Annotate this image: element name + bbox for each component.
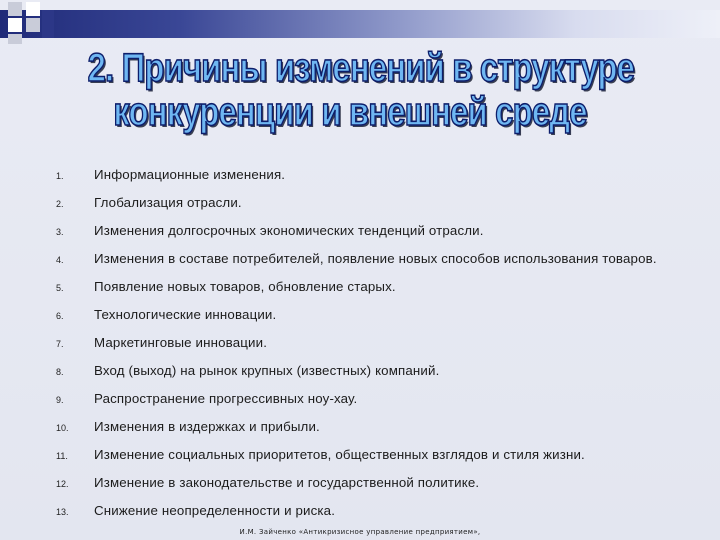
list-item-text: Изменения долгосрочных экономических тенденций отрасли. bbox=[94, 223, 484, 238]
list-item-number: 13. bbox=[56, 507, 69, 517]
list-item-number: 8. bbox=[56, 367, 64, 377]
list-item-text: Распространение прогрессивных ноу-хау. bbox=[94, 391, 358, 406]
slide-title-line-1: 2. Причины изменений в структуре bbox=[87, 46, 635, 90]
list-item-number: 5. bbox=[56, 283, 64, 293]
causes-list bbox=[46, 166, 676, 530]
list-item-number: 7. bbox=[56, 339, 64, 349]
list-item-text: Изменения в издержках и прибыли. bbox=[94, 419, 320, 434]
decor-square bbox=[8, 34, 22, 44]
list-item bbox=[46, 502, 676, 521]
list-item-number: 12. bbox=[56, 479, 69, 489]
slide-title bbox=[87, 46, 635, 134]
list-item-text: Информационные изменения. bbox=[94, 167, 286, 182]
list-item-number: 9. bbox=[56, 395, 64, 405]
list-item-text: Технологические инновации. bbox=[94, 307, 277, 322]
list-item bbox=[46, 250, 676, 269]
list-item bbox=[46, 446, 676, 465]
decor-square bbox=[26, 18, 40, 32]
list-item bbox=[46, 390, 676, 409]
decor-square bbox=[8, 18, 22, 32]
list-item bbox=[46, 166, 676, 185]
decorative-squares bbox=[0, 0, 60, 50]
list-item bbox=[46, 362, 676, 381]
list-item-number: 4. bbox=[56, 255, 64, 265]
list-item bbox=[46, 278, 676, 297]
decor-square bbox=[42, 10, 54, 38]
list-item bbox=[46, 334, 676, 353]
list-item-number: 1. bbox=[56, 171, 64, 181]
list-item-number: 6. bbox=[56, 311, 64, 321]
list-item bbox=[46, 418, 676, 437]
list-item-text: Снижение неопределенности и риска. bbox=[94, 503, 336, 518]
footer-citation: И.М. Зайченко «Антикризисное управление предприятием», bbox=[239, 528, 481, 536]
list-item-number: 10. bbox=[56, 423, 69, 433]
list-item-text: Глобализация отрасли. bbox=[94, 195, 242, 210]
header-gradient-band bbox=[0, 10, 720, 38]
list-item-text: Изменения в составе потребителей, появление новых способов использования товаров. bbox=[94, 251, 657, 266]
list-item bbox=[46, 474, 676, 493]
list-item-text: Вход (выход) на рынок крупных (известных) компаний. bbox=[94, 363, 440, 378]
list-item-text: Появление новых товаров, обновление старых. bbox=[94, 279, 396, 294]
slide-title-line-2: конкуренции и внешней среде bbox=[113, 90, 587, 134]
decor-square bbox=[8, 2, 22, 16]
list-item-number: 2. bbox=[56, 199, 64, 209]
list-item bbox=[46, 222, 676, 241]
list-item-text: Маркетинговые инновации. bbox=[94, 335, 268, 350]
list-item bbox=[46, 194, 676, 213]
list-item bbox=[46, 306, 676, 325]
decor-square bbox=[26, 2, 40, 16]
list-item-text: Изменение в законодательстве и государственной политике. bbox=[94, 475, 480, 490]
list-item-text: Изменение социальных приоритетов, общественных взглядов и стиля жизни. bbox=[94, 447, 585, 462]
list-item-number: 11. bbox=[56, 451, 68, 461]
list-item-number: 3. bbox=[56, 227, 64, 237]
